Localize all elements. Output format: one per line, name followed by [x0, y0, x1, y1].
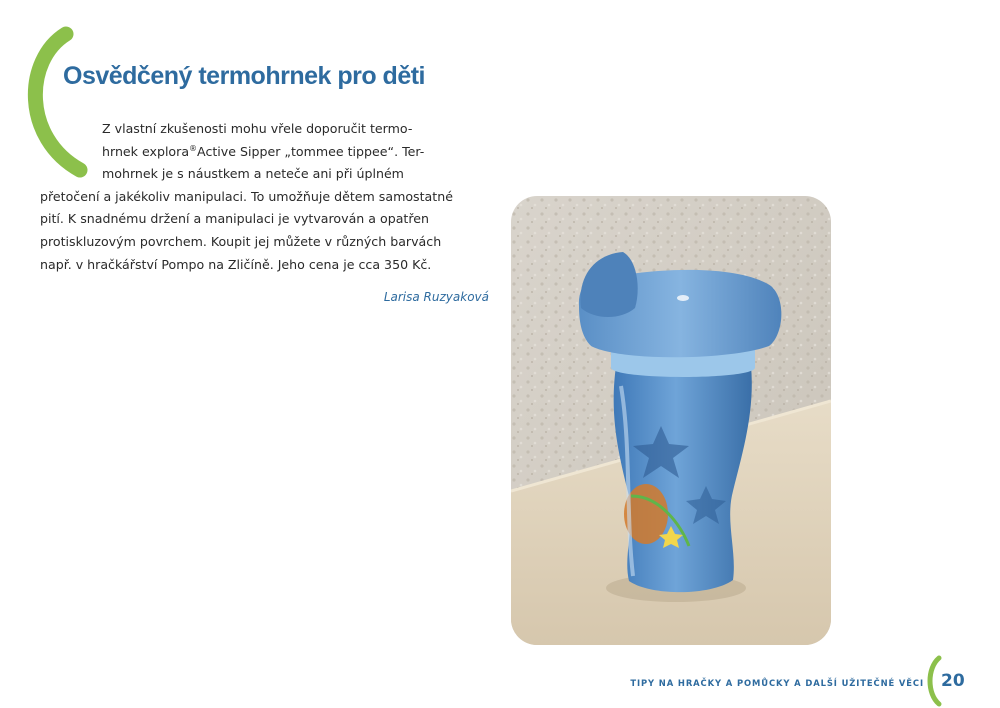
- footer-section-label: TIPY NA HRAČKY A POMŮCKY A DALŠÍ UŽITEČNÉ VĚCI: [630, 678, 924, 688]
- registered-mark: ®: [189, 143, 198, 153]
- body-line: hrnek explora®Active Sipper „tommee tippee“. Ter-: [102, 143, 425, 159]
- article-body: [40, 118, 453, 276]
- article-author: Larisa Ruzyaková: [383, 290, 489, 304]
- body-line: pití. K snadnému držení a manipulaci je vytvarován a opatřen: [40, 211, 429, 227]
- body-line: mohrnek je s náustkem a neteče ani při úplném: [102, 166, 404, 182]
- article-title: Osvědčený termohrnek pro děti: [63, 62, 426, 90]
- body-line: protiskluzovým povrchem. Koupit jej můžete v různých barvách: [40, 233, 442, 249]
- body-line: přetočení a jakékoliv manipulaci. To umožňuje dětem samostatné: [40, 188, 453, 204]
- body-line: Z vlastní zkušenosti mohu vřele doporučit termo-: [102, 121, 413, 136]
- body-line: např. v hračkářství Pompo na Zličíně. Jeho cena je cca 350 Kč.: [40, 256, 432, 272]
- page-number: 20: [941, 671, 965, 691]
- product-photo: [511, 196, 831, 645]
